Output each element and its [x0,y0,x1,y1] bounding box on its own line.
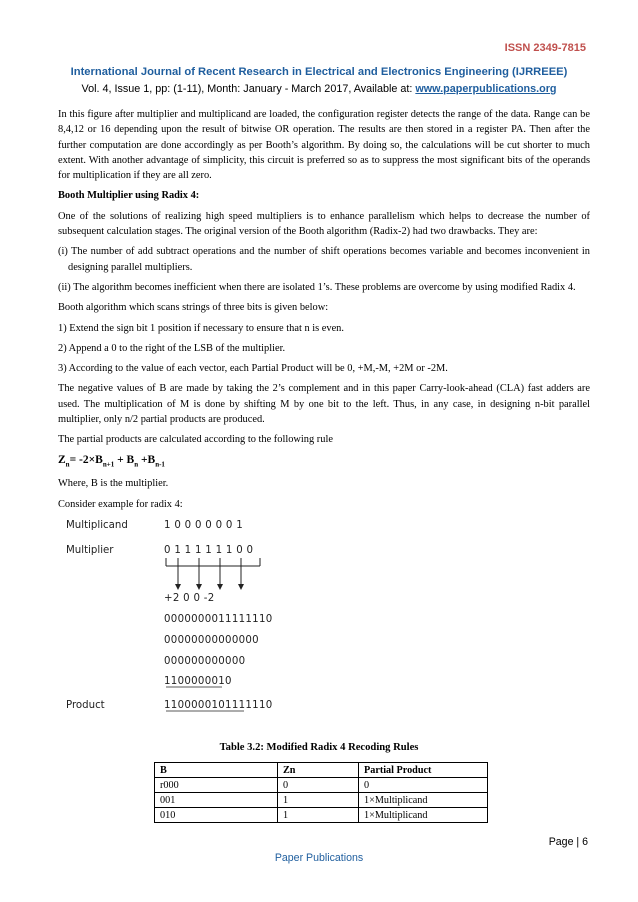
product-label: Product [66,700,105,711]
table-cell: 010 [155,808,278,823]
table-caption: Table 3.2: Modified Radix 4 Recoding Rules [219,742,419,753]
table-row [155,778,488,793]
recoded-digits: +2 0 0 -2 [164,593,215,604]
table-header-row [155,763,488,778]
page-number: Page | 6 [548,836,588,848]
paragraph: Consider example for radix 4: [58,498,183,510]
recoding-rules-table [154,762,488,823]
paragraph: Where, B is the multiplier. [58,478,169,490]
table-cell: 0 [359,778,488,793]
formula-sub: n+1 [102,459,115,468]
step-item: 2) Append a 0 to the right of the LSB of the multiplier. [58,342,286,354]
column-header: Partial Product [359,763,488,778]
multiplier-label: Multiplier [66,545,114,556]
drawback-item: (ii) The algorithm becomes inefficient when there are isolated 1’s. These problems are overcome by using modified Radix 4. [58,281,576,293]
column-header: Zn [278,763,359,778]
table-cell: 1×Multiplicand [359,808,488,823]
drawback-item: (i) The number of add subtract operations and the number of shift operations becomes variable and becomes inconvenient in designing parallel multipliers. [58,246,590,273]
article-body [58,107,590,517]
multiplicand-label: Multiplicand [66,520,128,531]
paragraph: In this figure after multiplier and multiplicand are loaded, the configuration register detects the range of the data. Range can be 8,4,12 or 16 depending upon the result of bitwise OR operation. The results are then stored in a register PA. Then after the further computation are done accordingly as per Booth’s algorithm. By doing so, the calculations will be cut shorter to much extent. With another advantage of simplicity, this circuit is preferred so as to suppress the most significant bits of the operands for multiplication if they are all zero. [58,109,590,182]
table-cell: 1 [278,808,359,823]
product-value: 1100000101111110 [164,700,273,711]
table-row [155,808,488,823]
table-cell: 1×Multiplicand [359,793,488,808]
radix4-example-figure [62,518,302,718]
formula-z: Z [58,453,66,466]
step-item: 1) Extend the sign bit 1 position if necessary to ensure that n is even. [58,322,344,334]
booth-formula [58,453,590,473]
formula-term: +B [138,453,156,466]
volume-text: Vol. 4, Issue 1, pp: (1-11), Month: January - March 2017, Available at: [81,83,416,95]
formula-term: = -2×B [69,453,103,466]
formula-sub: n [134,459,139,468]
partial-product-2: 00000000000000 [164,635,259,646]
table-cell: 0 [278,778,359,793]
partial-product-3: 000000000000 [164,656,246,667]
table-cell: 001 [155,793,278,808]
step-item: 3) According to the value of each vector, each Partial Product will be 0, +M,-M, +2M or -2M. [58,363,448,375]
column-header: B [155,763,278,778]
issn-label: ISSN 2349-7815 [504,42,586,54]
multiplicand-value: 1 0 0 0 0 0 0 1 [164,520,244,531]
formula-sub: n-1 [155,459,165,468]
table-cell: 1 [278,793,359,808]
publisher-footer: Paper Publications [274,852,364,864]
journal-title: International Journal of Recent Research in Electrical and Electronics Engineering (IJRREEE) [70,66,568,78]
formula-term: + B [114,453,135,466]
paragraph: The negative values of B are made by taking the 2’s complement and in this paper Carry-look-ahead (CLA) fast adders are used. The multiplication of M is done by shifting M by one bit to the left. Thus, in any case, in designing n-bit parallel multiplier, only n/2 partial products are produced. [58,383,590,426]
journal-url-link[interactable]: www.paperpublications.org [415,83,557,95]
volume-info [0,83,638,95]
partial-product-1: 0000000011111110 [164,614,273,625]
table-row [155,793,488,808]
partial-product-4: 1100000010 [164,676,232,687]
section-heading: Booth Multiplier using Radix 4: [58,190,200,202]
paragraph: The partial products are calculated according to the following rule [58,434,333,446]
formula-sub: n [65,459,70,468]
paragraph: Booth algorithm which scans strings of three bits is given below: [58,302,329,314]
paragraph: One of the solutions of realizing high speed multipliers is to enhance parallelism which helps to decrease the number of subsequent calculation stages. The original version of the Booth algorithm (Radix-2) had two drawbacks. They are: [58,210,590,238]
table-cell: r000 [155,778,278,793]
multiplier-value: 0 1 1 1 1 1 1 0 0 [164,545,254,556]
